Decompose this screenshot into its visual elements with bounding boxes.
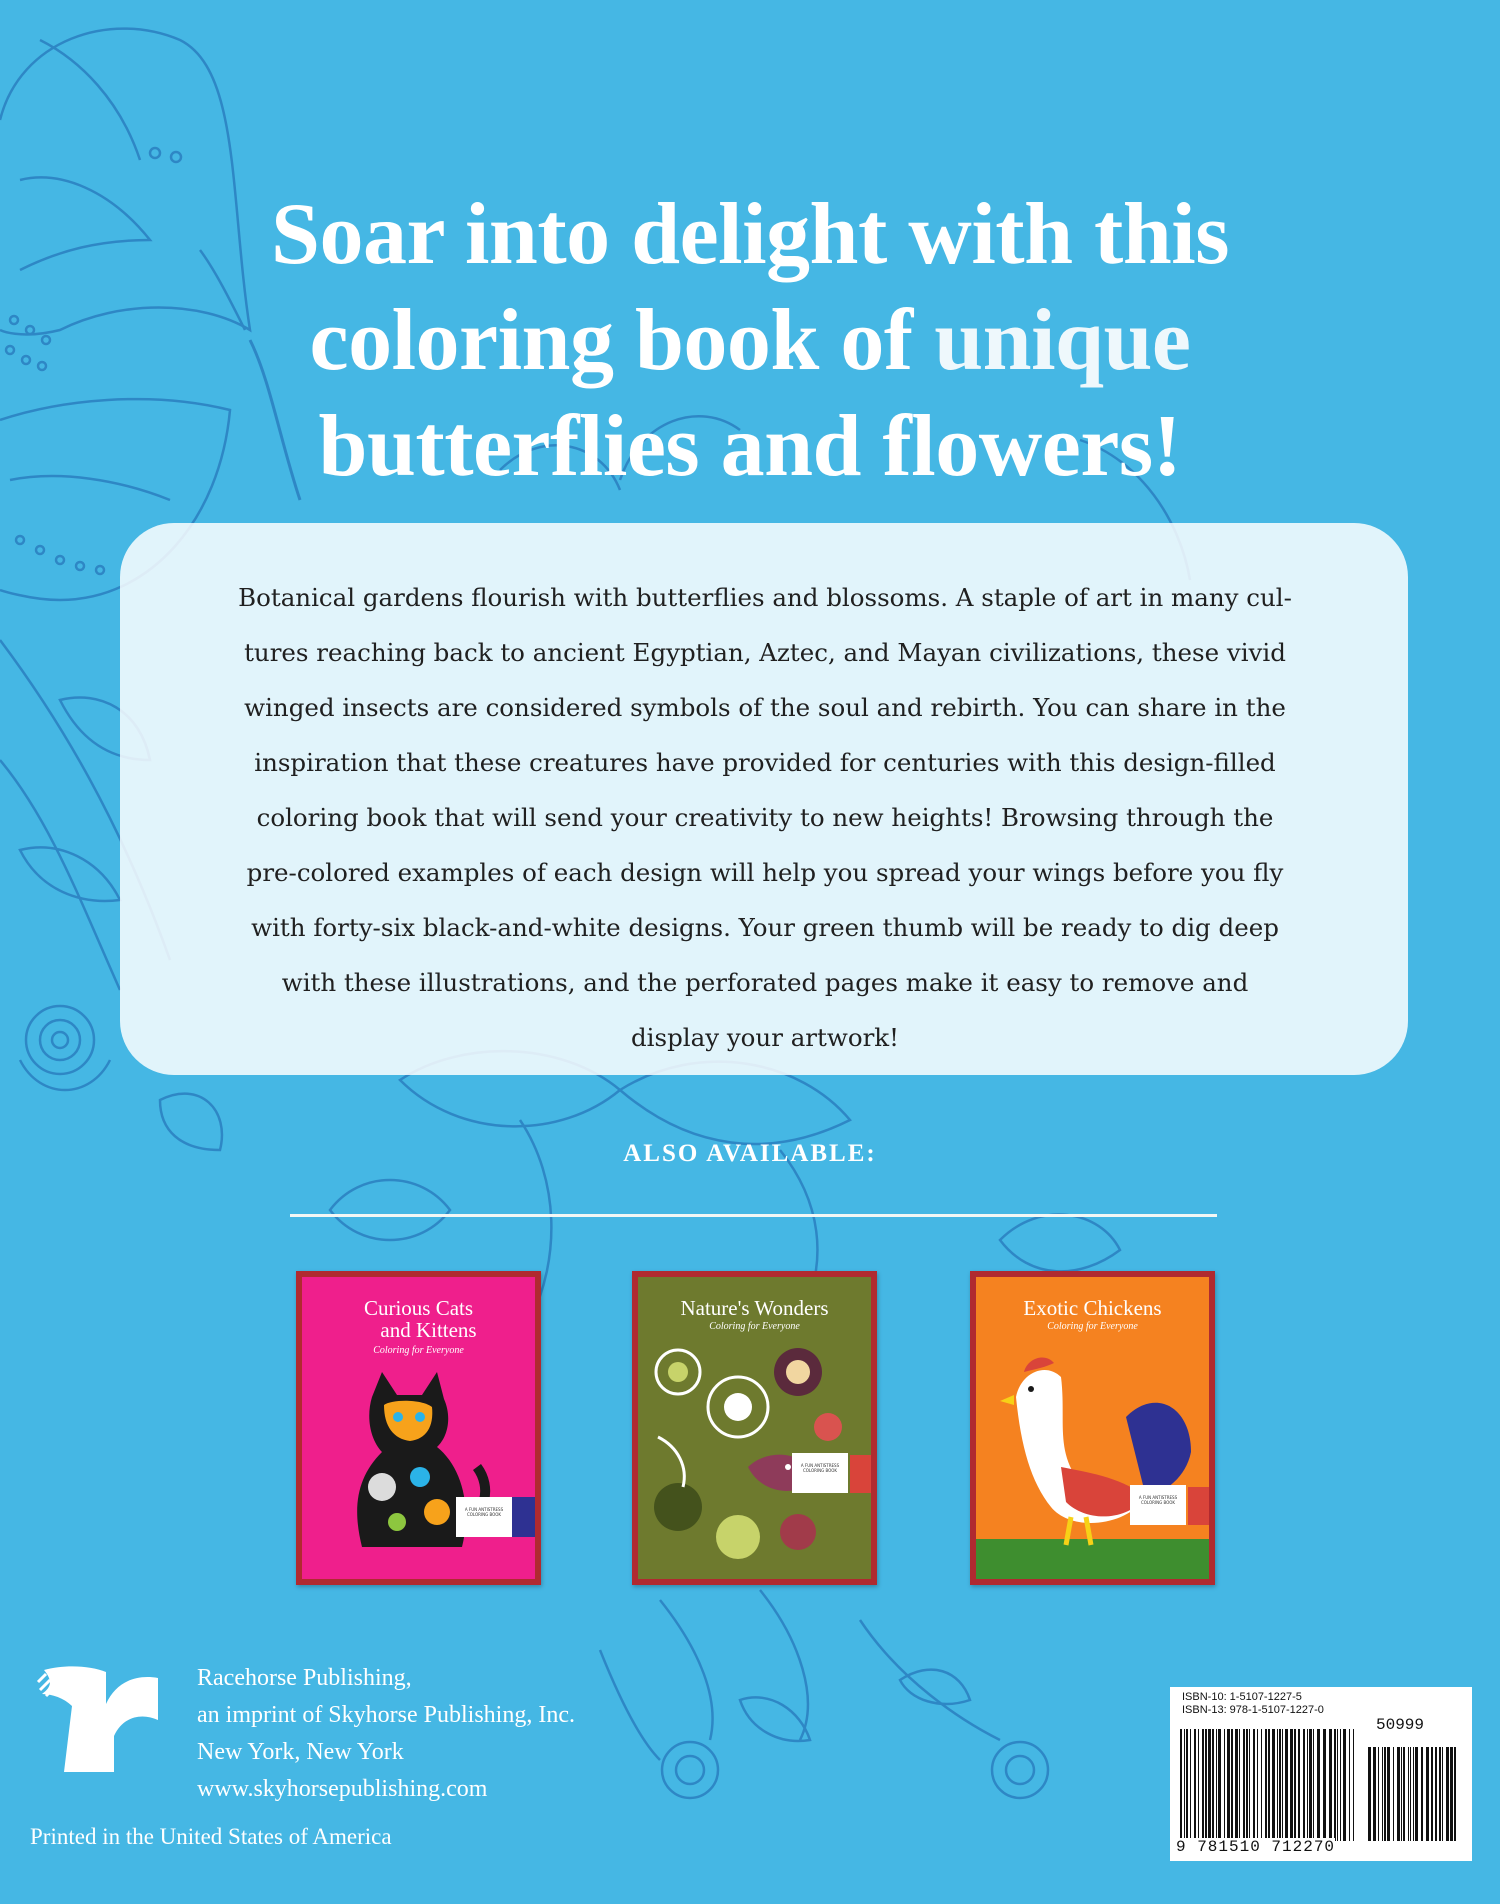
barcode-bar	[1435, 1747, 1437, 1841]
book-title-line-1: Exotic Chickens	[1023, 1296, 1162, 1320]
barcode-bar	[1313, 1729, 1314, 1841]
barcode-bar	[1205, 1729, 1207, 1841]
barcode-bar	[1329, 1729, 1332, 1841]
barcode-bar	[1323, 1729, 1326, 1841]
headline-emphasis: unique	[934, 292, 1191, 389]
barcode-bar	[1353, 1729, 1354, 1841]
description-line: inspiration that these creatures have provided for centuries with this design-filled	[254, 748, 1276, 777]
book-badge: A FUN ANTISTRESS COLORING BOOK	[1130, 1485, 1186, 1525]
barcode-bar	[1382, 1747, 1383, 1841]
publisher-url: www.skyhorsepublishing.com	[197, 1776, 488, 1802]
description-text	[180, 570, 1350, 1065]
barcode-bar	[1243, 1729, 1245, 1841]
barcode-bar	[1253, 1729, 1255, 1841]
price-code: 50999	[1376, 1716, 1425, 1734]
barcode-bar	[1277, 1729, 1278, 1841]
barcode-bar	[1279, 1729, 1281, 1841]
headline-line-2	[200, 288, 1300, 394]
barcode-bar	[1202, 1729, 1204, 1841]
book-subtitle: Coloring for Everyone	[373, 1345, 464, 1356]
barcode-bar	[1450, 1747, 1453, 1841]
barcode-bar	[1408, 1747, 1409, 1841]
barcode-bar	[1186, 1729, 1188, 1841]
barcode-bar	[1373, 1747, 1376, 1841]
barcode-bar	[1403, 1747, 1405, 1841]
book-title-line-1: Nature's Wonders	[680, 1296, 829, 1320]
book-badge: A FUN ANTISTRESS COLORING BOOK	[792, 1453, 848, 1493]
also-available-heading: ALSO AVAILABLE:	[623, 1140, 877, 1167]
barcode-bars	[1180, 1729, 1356, 1841]
barcode-bar	[1231, 1729, 1233, 1841]
barcode-bar	[1337, 1729, 1338, 1841]
isbn-10: ISBN-10: 1-5107-1227-5	[1182, 1691, 1302, 1703]
divider	[290, 1214, 1217, 1217]
book-natures-wonders[interactable]	[632, 1271, 877, 1585]
isbn-barcode	[1170, 1687, 1472, 1861]
headline-line-2-prefix: coloring book of	[309, 292, 935, 389]
ean-digits: 9 781510 712270	[1176, 1838, 1336, 1856]
barcode-bar	[1298, 1729, 1300, 1841]
headline-line-1: Soar into delight with this	[271, 186, 1229, 283]
publisher-line: New York, New York	[197, 1739, 404, 1765]
description-line: winged insects are considered symbols of the soul and rebirth. You can share in the	[244, 693, 1286, 722]
barcode-bar	[1224, 1729, 1225, 1841]
barcode-bar	[1282, 1729, 1283, 1841]
headline-line-3: butterflies and flowers!	[318, 398, 1182, 495]
barcode-bar	[1212, 1729, 1214, 1841]
racehorse-r-logo-icon	[36, 1660, 166, 1780]
publisher-line: an imprint of Skyhorse Publishing, Inc.	[197, 1702, 575, 1728]
description-line: coloring book that will send your creativity to new heights! Browsing through the	[256, 803, 1274, 832]
barcode-bar	[1265, 1729, 1267, 1841]
barcode-bar	[1198, 1729, 1199, 1841]
barcode-bar	[1340, 1729, 1341, 1841]
barcode-bar	[1216, 1729, 1217, 1841]
description-line: tures reaching back to ancient Egyptian, Aztec, and Mayan civilizations, these vivid	[244, 638, 1286, 667]
headline	[200, 182, 1300, 500]
description-line: Botanical gardens flourish with butterflies and blossoms. A staple of art in many cul-	[238, 583, 1292, 612]
description-line: display your artwork!	[630, 1023, 899, 1052]
book-title-line-2: and Kittens	[380, 1318, 477, 1342]
barcode-bar	[1261, 1729, 1262, 1841]
barcode-bar	[1285, 1729, 1288, 1841]
barcode-bar	[1294, 1729, 1296, 1841]
barcode-bar	[1431, 1747, 1433, 1841]
barcode-bar	[1218, 1729, 1221, 1841]
barcode-bar	[1194, 1729, 1196, 1841]
description-line: pre-colored examples of each design will help you spread your wings before you fly	[246, 858, 1284, 887]
barcode-bar	[1317, 1729, 1320, 1841]
barcode-addon-bars	[1368, 1747, 1458, 1841]
description-line: with forty-six black-and-white designs. Your green thumb will be ready to dig deep	[251, 913, 1279, 942]
barcode-bar	[1239, 1729, 1240, 1841]
description-line: with these illustrations, and the perforated pages make it easy to remove and	[281, 968, 1249, 997]
book-curious-cats[interactable]	[296, 1271, 541, 1585]
barcode-bar	[1378, 1747, 1379, 1841]
barcode-bar	[1393, 1747, 1394, 1841]
barcode-bar	[1307, 1729, 1308, 1841]
barcode-bar	[1446, 1747, 1449, 1841]
book-badge: A FUN ANTISTRESS COLORING BOOK	[456, 1497, 512, 1537]
book-title	[638, 1297, 871, 1319]
book-subtitle: Coloring for Everyone	[1047, 1321, 1138, 1332]
barcode-bar	[1227, 1729, 1230, 1841]
printed-in: Printed in the United States of America	[30, 1824, 392, 1849]
barcode-bar	[1387, 1747, 1390, 1841]
barcode-bar	[1246, 1729, 1248, 1841]
barcode-bar	[1384, 1747, 1386, 1841]
book-title	[302, 1297, 535, 1341]
publisher-line: Racehorse Publishing,	[197, 1665, 412, 1691]
barcode-bar	[1439, 1747, 1441, 1841]
barcode-bar	[1397, 1747, 1400, 1841]
barcode-bar	[1309, 1729, 1312, 1841]
publisher-info	[197, 1660, 575, 1808]
book-title	[976, 1297, 1209, 1319]
barcode-bar	[1410, 1747, 1411, 1841]
barcode-bar	[1401, 1747, 1402, 1841]
barcode-bar	[1235, 1729, 1238, 1841]
barcode-bar	[1303, 1729, 1305, 1841]
barcode-bar	[1442, 1747, 1443, 1841]
barcode-bar	[1343, 1729, 1346, 1841]
barcode-bar	[1249, 1729, 1250, 1841]
barcode-bar	[1368, 1747, 1371, 1841]
barcode-bar	[1190, 1729, 1191, 1841]
barcode-bar	[1415, 1747, 1418, 1841]
barcode-bar	[1290, 1729, 1293, 1841]
barcode-bar	[1257, 1729, 1258, 1841]
barcode-bar	[1268, 1729, 1270, 1841]
barcode-bar	[1349, 1729, 1350, 1841]
barcode-bar	[1184, 1729, 1185, 1841]
barcode-bar	[1454, 1747, 1456, 1841]
book-title-line-1: Curious Cats	[363, 1296, 474, 1320]
book-subtitle: Coloring for Everyone	[709, 1321, 800, 1332]
book-exotic-chickens[interactable]	[970, 1271, 1215, 1585]
barcode-bar	[1421, 1747, 1423, 1841]
barcode-bar	[1272, 1729, 1275, 1841]
barcode-bar	[1426, 1747, 1429, 1841]
isbn-13: ISBN-13: 978-1-5107-1227-0	[1182, 1704, 1324, 1716]
barcode-bar	[1180, 1729, 1182, 1841]
barcode-bar	[1413, 1747, 1414, 1841]
barcode-bar	[1208, 1729, 1211, 1841]
barcode-bar	[1334, 1729, 1336, 1841]
